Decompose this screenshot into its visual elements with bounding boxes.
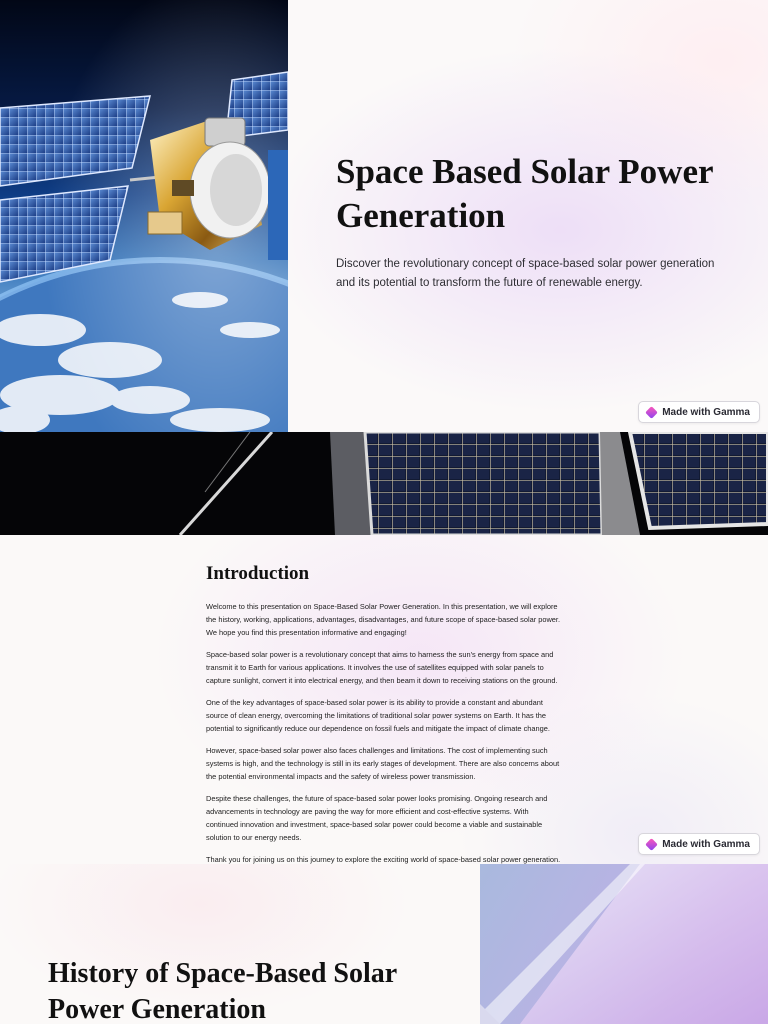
introduction-heading: Introduction xyxy=(206,563,310,584)
abstract-shapes xyxy=(480,864,768,1024)
gamma-badge-label: Made with Gamma xyxy=(662,838,750,850)
title-subtitle: Discover the revolutionary concept of space-based solar power generation and its potential to transform the future of renewable energy. xyxy=(336,258,715,289)
made-with-gamma-button[interactable] xyxy=(638,833,760,855)
page-title: Space Based Solar Power Generation xyxy=(336,152,713,235)
introduction-body xyxy=(206,600,562,864)
gamma-logo-icon xyxy=(645,406,658,419)
intro-paragraph: Welcome to this presentation on Space-Based Solar Power Generation. In this presentation, we will explore the history, working, applications, advantages, disadvantages, and future scope of space-based solar power. We hope you find this presentation informative and engaging! xyxy=(206,602,561,637)
solar-panel-photo xyxy=(0,432,768,535)
intro-paragraph: Thank you for joining us on this journey to explore the exciting world of space-based solar power generation. xyxy=(206,855,561,864)
title-slide xyxy=(0,0,768,432)
intro-paragraph: One of the key advantages of space-based solar power is its ability to provide a constant and abundant source of clean energy, overcoming the limitations of traditional solar power systems on Earth. It has the potential to significantly reduce our dependence on fossil fuels and mitigate the impact of climate change. xyxy=(206,698,550,733)
made-with-gamma-button[interactable] xyxy=(638,401,760,423)
intro-paragraph: However, space-based solar power also faces challenges and limitations. The cost of implementing such systems is high, and the technology is still in its early stages of development. There are also concerns about the potential environmental impacts and the safety of wireless power transmission. xyxy=(206,746,560,781)
solar-panel-banner xyxy=(0,432,768,535)
abstract-gradient-image xyxy=(480,864,768,1024)
gamma-logo-icon xyxy=(645,838,658,851)
history-slide xyxy=(0,864,768,1024)
satellite-illustration xyxy=(0,0,288,432)
history-heading: History of Space-Based Solar Power Generation xyxy=(48,958,397,1024)
satellite-photo xyxy=(0,0,288,432)
introduction-slide xyxy=(0,535,768,864)
intro-paragraph: Despite these challenges, the future of space-based solar power looks promising. Ongoing research and advancements in technology are paving the way for more efficient and cost-effective systems. With continued innovation and investment, space-based solar power could become a viable and sustainable solution to our energy needs. xyxy=(206,794,548,842)
intro-paragraph: Space-based solar power is a revolutionary concept that aims to harness the sun's energy from space and transmit it to Earth for various applications. It involves the use of satellites equipped with solar panels to capture sunlight, convert it into electrical energy, and then beam it down to receiving stations on the ground. xyxy=(206,650,558,685)
gamma-badge-label: Made with Gamma xyxy=(662,406,750,418)
